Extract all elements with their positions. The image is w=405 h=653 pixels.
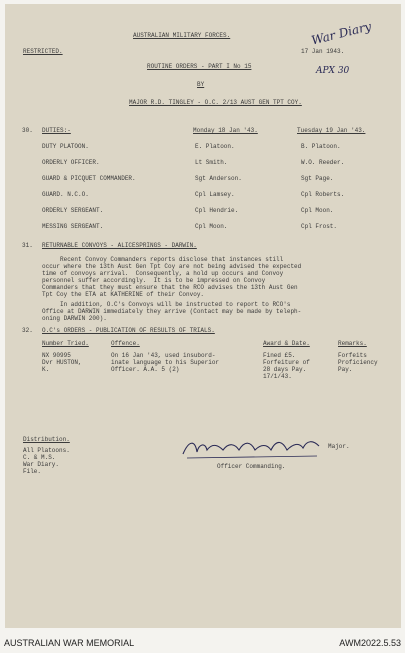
paragraph-line: oning DARWIN 200). [42, 315, 107, 322]
paragraph-line: Tpt Coy the ETA at KATHERINE of their Convoy. [42, 291, 205, 298]
section-31-number: 31. [22, 242, 33, 249]
col-header-number: Number Tried. [42, 340, 89, 347]
paragraph-line: Commanders that they must ensure that the RCO advises the 13th Aust Gen [42, 284, 298, 291]
duties-col-today: Monday 18 Jan '43. [193, 127, 258, 134]
trial-remarks-line: Forfeits [338, 352, 367, 359]
trial-offence-line: On 16 Jan '43, used insubord- [111, 352, 216, 359]
security-classification: RESTRICTED. [23, 48, 63, 55]
duty-name: GUARD & PICQUET COMMANDER. [42, 175, 136, 182]
trial-offence-line: inate language to his Superior [111, 359, 220, 366]
col-header-remarks: Remarks. [338, 340, 367, 347]
trial-remarks-line: Proficiency [338, 359, 378, 366]
distribution-item: All Platoons. [23, 447, 70, 454]
trial-number-line: K. [42, 366, 50, 373]
duty-name: ORDERLY SERGEANT. [42, 207, 104, 214]
duty-tomorrow: Cpl Moon. [301, 207, 334, 214]
archive-name: AUSTRALIAN WAR MEMORIAL [4, 638, 135, 648]
duty-name: ORDERLY OFFICER. [42, 159, 100, 166]
handwritten-war-diary: War Diary [310, 19, 373, 48]
orders-title: ROUTINE ORDERS - PART I No 15 [147, 63, 252, 70]
trial-remarks-line: Pay. [338, 366, 353, 373]
commanding-officer-line: MAJOR R.D. TINGLEY - O.C. 2/13 AUST GEN TPT COY. [129, 99, 302, 106]
handwritten-apx: APX 30 [316, 66, 350, 76]
duties-col-tomorrow: Tuesday 19 Jan '43. [297, 127, 366, 134]
orders-by: BY [197, 81, 205, 88]
section-31-title: RETURNABLE CONVOYS - ALICESPRINGS - DARWIN. [42, 242, 197, 249]
duty-today: Lt Smith. [195, 159, 228, 166]
distribution-item: War Diary. [23, 461, 60, 468]
duty-name: MESSING SERGEANT. [42, 223, 104, 230]
duty-tomorrow: B. Platoon. [301, 143, 341, 150]
trial-number-line: NX 90995 [42, 352, 71, 359]
duty-tomorrow: W.O. Reeder. [301, 159, 345, 166]
officer-signature [179, 436, 329, 462]
section-32-number: 32. [22, 327, 33, 334]
trial-number-line: Dvr HUSTON, [42, 359, 82, 366]
order-date: 17 Jan 1943. [301, 48, 345, 55]
distribution-item: C. & M.S. [23, 454, 56, 461]
duty-today: Cpl Moon. [195, 223, 228, 230]
duty-today: Cpl Lamsey. [195, 191, 235, 198]
duty-name: DUTY PLATOON. [42, 143, 89, 150]
archive-reference: AWM2022.5.53 [339, 638, 401, 648]
section-30-number: 30. [22, 127, 33, 134]
paragraph-line: personnel suffer accordingly. It is to be impressed on Convoy [42, 277, 266, 284]
archive-footer [0, 630, 405, 653]
force-heading: AUSTRALIAN MILITARY FORCES. [133, 32, 231, 39]
trial-offence-line: Officer. A.A. 5 (2) [111, 366, 180, 373]
duty-today: Cpl Hendrie. [195, 207, 239, 214]
paragraph-line: time of convoys arrival. Consequently, a hold up occurs and Convoy [42, 270, 284, 277]
signature-title: Officer Commanding. [217, 463, 286, 470]
duty-tomorrow: Sgt Page. [301, 175, 334, 182]
signature-rank: Major. [328, 443, 350, 450]
trial-award-line: Forfeiture of [263, 359, 310, 366]
trial-award-line: 28 days Pay. [263, 366, 307, 373]
paragraph-line: occur where the 13th Aust Gen Tpt Coy are not being advised the expected [42, 263, 302, 270]
col-header-award: Award & Date. [263, 340, 310, 347]
paragraph-line: In addition, O.C's Convoys will be instructed to report to RCO's [42, 301, 291, 308]
section-30-title: DUTIES:- [42, 127, 71, 134]
paragraph-line: Office at DARWIN immediately they arrive (Contact may be made by teleph- [42, 308, 302, 315]
col-header-offence: Offence. [111, 340, 140, 347]
distribution-item: File. [23, 468, 42, 475]
trial-award-line: Fined £5. [263, 352, 296, 359]
duty-today: E. Platoon. [195, 143, 235, 150]
paragraph-line: Recent Convoy Commanders reports disclose that instances still [42, 256, 284, 263]
section-32-title: O.C's ORDERS - PUBLICATION OF RESULTS OF TRIALS. [42, 327, 215, 334]
duty-name: GUARD. N.C.O. [42, 191, 89, 198]
document-page [5, 4, 401, 628]
duty-tomorrow: Cpl Roberts. [301, 191, 345, 198]
duty-today: Sgt Anderson. [195, 175, 242, 182]
duty-tomorrow: Cpl Frost. [301, 223, 338, 230]
trial-award-line: 17/1/43. [263, 373, 292, 380]
distribution-title: Distribution. [23, 436, 70, 443]
